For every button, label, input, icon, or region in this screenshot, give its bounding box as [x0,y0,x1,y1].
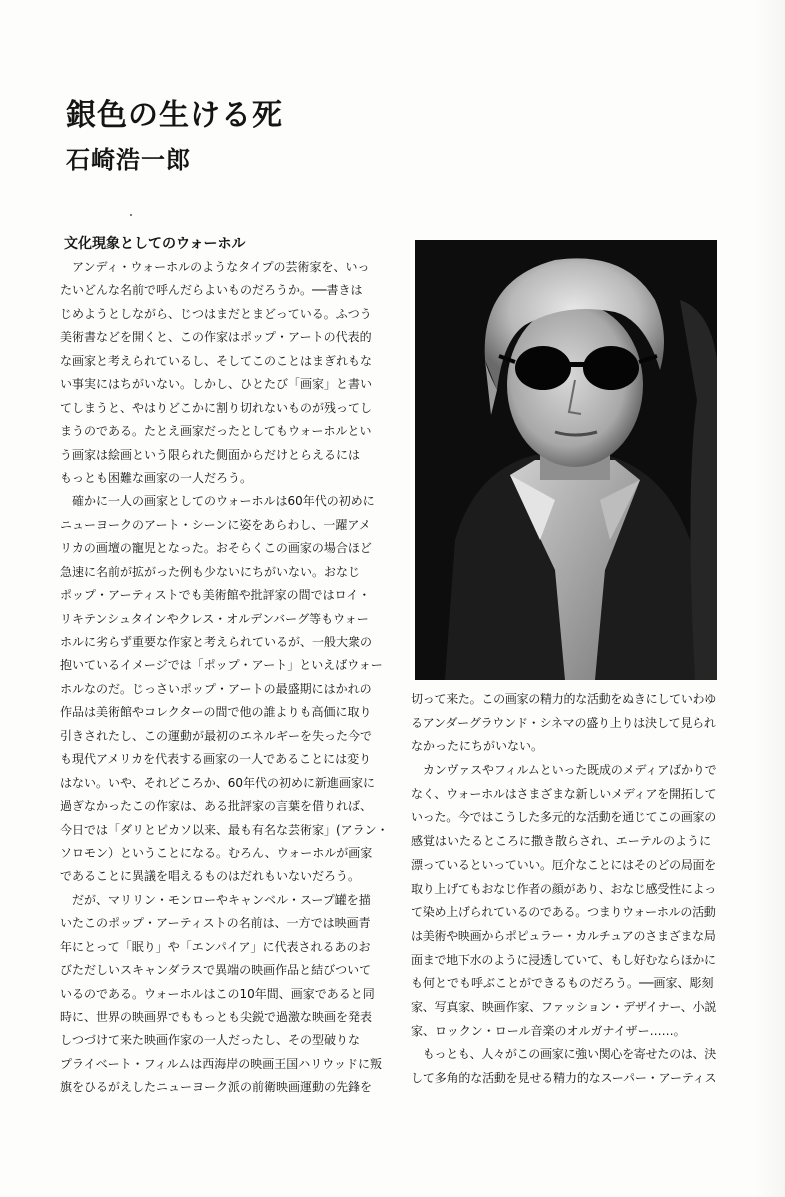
text-line: しつづけて来た映画作家の一人だったし、その型破りな [60,1033,361,1048]
text-line: たいどんな名前で呼んだらよいものだろうか。──書きは [60,283,363,298]
text-line: も何とでも呼ぶことができるものだろう。──画家、彫刻 [411,976,714,991]
text-line: プライベート・フィルムは西海岸の映画王国ハリウッドに叛 [60,1056,382,1071]
text-line: 旗をひるがえしたニューヨーク派の前衛映画運動の先鋒を [60,1080,373,1095]
article-author: 石崎浩一郎 [66,146,191,174]
text-line: も現代アメリカを代表する画家の一人であることには変り [60,752,372,767]
text-line: 漂っているといっていい。厄介なことにはそのどの局面を [411,857,716,872]
left-text-column [60,256,390,1100]
text-line: う画家は絵画という限られた側面からだけとらえるには [60,447,361,462]
text-line: なかったにちがいない。 [411,739,544,754]
text-line: は美術や映画からポピュラー・カルチュアのさまざまな局 [411,928,716,943]
text-line: 取り上げてもおなじ作者の顔があり、おなじ感受性によっ [411,881,716,896]
article-title: 銀色の生ける死 [66,98,283,133]
text-line: い事実にはちがいない。しかし、ひとたび「画家」と書い [60,377,373,392]
text-line: リキテンシュタインやクレス・オルデンバーグ等もウォー [60,611,369,626]
text-line: アンディ・ウォーホルのようなタイプの芸術家を、いっ [60,260,370,274]
text-line: 抱いているイメージでは「ポップ・アート」といえばウォー [60,658,383,673]
portrait-photo-illustration [415,240,717,680]
text-line: な画家と考えられているし、そしてこのことはまぎれもな [60,353,373,368]
text-line: ホルに劣らず重要な作家と考えられているが、一般大衆の [60,635,373,649]
text-line: て染め上げられているのである。つまりウォーホルの活動 [411,905,716,920]
text-line: だが、マリリン・モンローやキャンベル・スープ罐を描 [60,892,371,907]
text-line: ニューヨークのアート・シーンに姿をあらわし、一躍アメ [60,517,371,532]
text-line: 作品は美術館やコレクターの間で他の誰よりも高価に取り [60,705,372,720]
text-line: いたこのポップ・アーティストの名前は、一方では映画青 [60,916,371,931]
text-line: 今日では「ダリとピカソ以来、最も有名な芸術家」(アラン・ [60,822,389,837]
text-line: カンヴァスやフィルムといった既成のメディアばかりで [411,763,716,778]
text-line: ソロモン）ということになる。むろん、ウォーホルが画家 [60,845,373,860]
text-line: 急速に名前が拡がった例も少ないにちがいない。おなじ [60,564,361,579]
text-line: 年にとって「眠り」や「エンパイア」に代表されるあのお [60,939,371,954]
section-heading: 文化現象としてのウォーホル [64,236,246,252]
text-line: 確かに一人の画家としてのウォーホルは60年代の初めに [60,494,375,509]
text-line: じめようとしながら、じつはまだとまどっている。ふつう [60,306,372,321]
text-line: 過ぎなかったこの作家は、ある批評家の言葉を借りれば、 [60,799,373,814]
text-line: いった。今ではこうした多元的な活動を通じてこの画家の [411,810,716,825]
page-edge-shadow [755,0,785,1197]
print-speck [130,214,132,216]
text-line: まうのである。たとえ画家だったとしてもウォーホルとい [60,424,372,439]
text-line: ホルなのだ。じっさいポップ・アートの最盛期にはかれの [60,681,372,696]
text-line: もっとも、人々がこの画家に強い関心を寄せたのは、決 [411,1047,716,1062]
text-line: 家、写真家、映画作家、ファッション・デザイナー、小説 [411,999,716,1014]
text-line: 面まで地下水のように浸透していて、もし好むならほかに [411,952,716,967]
text-line: ポップ・アーティストでも美術館や批評家の間ではロイ・ [60,588,371,603]
text-line: もっとも困難な画家の一人だろう。 [60,470,253,485]
text-line: 切って来た。この画家の精力的な活動をぬきにしていわゆ [411,692,716,706]
text-line: いるのである。ウォーホルはこの10年間、画家であると同 [60,986,375,1001]
text-line: 感覚はいたるところに撒き散らされ、エーテルのように [411,834,712,849]
text-line: 時に、世界の映画界でももっとも尖鋭で過激な映画を発表 [60,1010,373,1024]
text-line: なく、ウォーホルはさまざまな新しいメディアを開拓して [411,786,716,801]
text-line: 美術書などを開くと、この作家はポップ・アートの代表的 [60,330,372,345]
text-line: るアンダーグラウンド・シネマの盛り上りは決して見られ [411,715,716,730]
text-line: 引きされたし、この運動が最初のエネルギーを失った今で [60,728,373,743]
text-line: であることに異議を唱えるものはだれもいないだろう。 [60,869,361,884]
text-line: して多角的な活動を見せる精力的なスーパー・アーティス [411,1071,716,1085]
portrait-photo [415,240,717,680]
right-text-column [411,688,716,1091]
text-line: びただしいスキャンダラスで異端の映画作品と結びついて [60,963,372,978]
text-line: リカの画壇の寵児となった。おそらくこの画家の場合ほど [60,541,372,556]
text-line: はない。いや、それどころか、60年代の初めに新進画家に [60,775,376,790]
text-line: 家、ロックン・ロール音楽のオルガナイザー……。 [411,1023,686,1038]
text-line: てしまうと、やはりどこかに割り切れないものが残ってし [60,400,373,415]
